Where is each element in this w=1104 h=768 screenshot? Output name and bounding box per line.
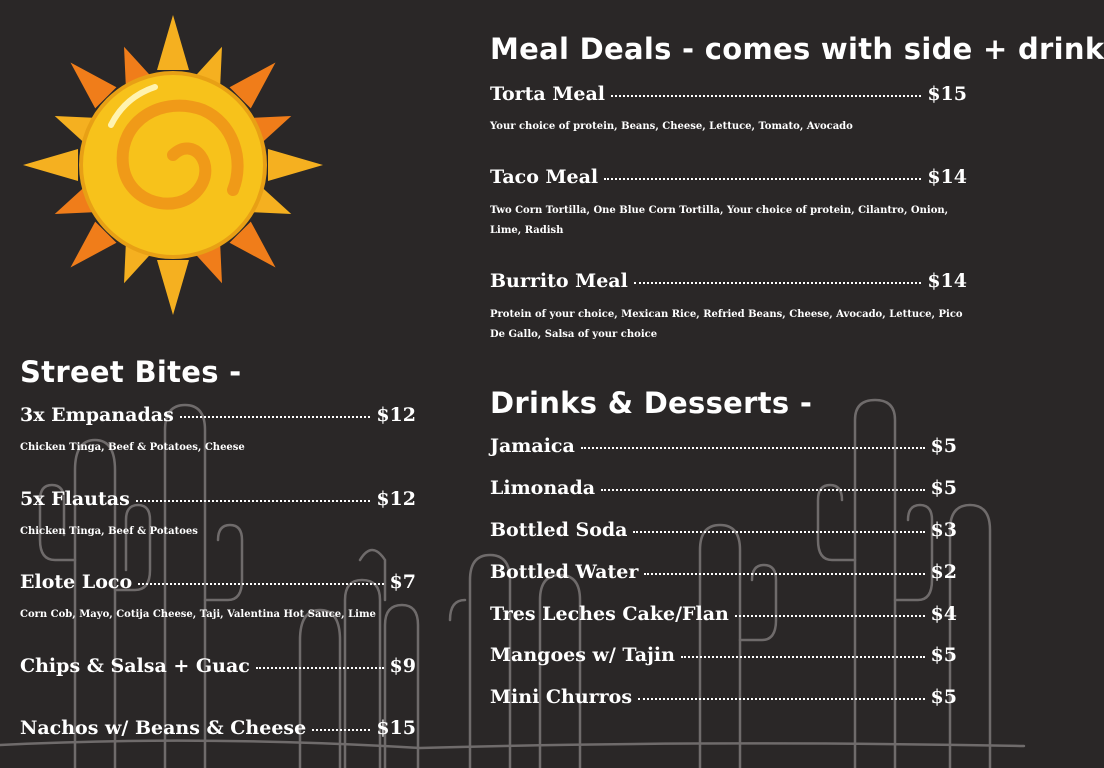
item-name: 3x Empanadas: [20, 404, 174, 426]
item-price: $7: [389, 571, 416, 593]
item-price: $5: [930, 477, 957, 499]
dot-leader: [136, 500, 371, 502]
item-price: $5: [930, 686, 957, 708]
menu-item-flautas: [20, 488, 416, 510]
item-name: Elote Loco: [20, 571, 133, 593]
item-price: $14: [927, 166, 967, 188]
dot-leader: [611, 95, 921, 97]
item-name: Limonada: [490, 477, 596, 499]
item-name: 5x Flautas: [20, 488, 130, 510]
dot-leader: [312, 729, 370, 731]
item-price: $5: [930, 644, 957, 666]
sun-logo-icon: [18, 10, 328, 320]
dot-leader: [180, 416, 371, 418]
menu-item-taco-meal: [490, 166, 967, 188]
item-name: Taco Meal: [490, 166, 599, 188]
menu-item-bottled-water: [490, 561, 957, 583]
item-description: Your choice of protein, Beans, Cheese, Lettuce, Tomato, Avocado: [490, 121, 853, 132]
item-price: $9: [389, 655, 416, 677]
menu-item-mini-churros: [490, 686, 957, 708]
menu-item-empanadas: [20, 404, 416, 426]
dot-leader: [138, 583, 383, 585]
menu-item-nachos: [20, 717, 416, 739]
item-description: Two Corn Tortilla, One Blue Corn Tortilla, Your choice of protein, Cilantro, Onion, Lime, Radish: [490, 205, 949, 236]
item-price: $12: [376, 404, 416, 426]
item-name: Jamaica: [490, 435, 575, 457]
item-name: Torta Meal: [490, 83, 605, 105]
menu-item-bottled-soda: [490, 519, 957, 541]
dot-leader: [638, 698, 925, 700]
dot-leader: [601, 489, 924, 491]
dot-leader: [604, 178, 921, 180]
item-price: $5: [930, 435, 957, 457]
item-price: $15: [927, 83, 967, 105]
item-price: $15: [376, 717, 416, 739]
dot-leader: [735, 615, 925, 617]
menu-item-mangoes-tajin: [490, 644, 957, 666]
item-name: Mini Churros: [490, 686, 633, 708]
menu-item-tres-leches-flan: [490, 603, 957, 625]
item-name: Burrito Meal: [490, 270, 628, 292]
meal-deals-title: Meal Deals - comes with side + drink: [490, 32, 1104, 66]
item-price: $12: [376, 488, 416, 510]
dot-leader: [634, 282, 922, 284]
item-description: Chicken Tinga, Beef & Potatoes, Cheese: [20, 442, 245, 453]
dot-leader: [681, 656, 925, 658]
menu-item-jamaica: [490, 435, 957, 457]
item-name: Bottled Water: [490, 561, 639, 583]
item-price: $14: [927, 270, 967, 292]
street-bites-title: Street Bites -: [20, 355, 242, 389]
menu-item-torta-meal: [490, 83, 967, 105]
menu-item-elote-loco: [20, 571, 416, 593]
item-description: Protein of your choice, Mexican Rice, Refried Beans, Cheese, Avocado, Lettuce, Pico De Gallo, Salsa of your choice: [490, 309, 963, 340]
drinks-desserts-title: Drinks & Desserts -: [490, 386, 813, 420]
item-name: Chips & Salsa + Guac: [20, 655, 250, 677]
item-name: Mangoes w/ Tajin: [490, 644, 675, 666]
item-description: Chicken Tinga, Beef & Potatoes: [20, 526, 198, 537]
item-price: $3: [930, 519, 957, 541]
dot-leader: [644, 573, 924, 575]
item-price: $2: [930, 561, 957, 583]
item-price: $4: [930, 603, 957, 625]
item-name: Bottled Soda: [490, 519, 628, 541]
item-name: Tres Leches Cake/Flan: [490, 603, 729, 625]
item-name: Nachos w/ Beans & Cheese: [20, 717, 307, 739]
menu-item-burrito-meal: [490, 270, 967, 292]
dot-leader: [633, 531, 924, 533]
item-description: Corn Cob, Mayo, Cotija Cheese, Taji, Valentina Hot Sauce, Lime: [20, 609, 376, 620]
dot-leader: [256, 667, 384, 669]
menu-item-limonada: [490, 477, 957, 499]
dot-leader: [581, 447, 925, 449]
menu-item-chips-salsa-guac: [20, 655, 416, 677]
